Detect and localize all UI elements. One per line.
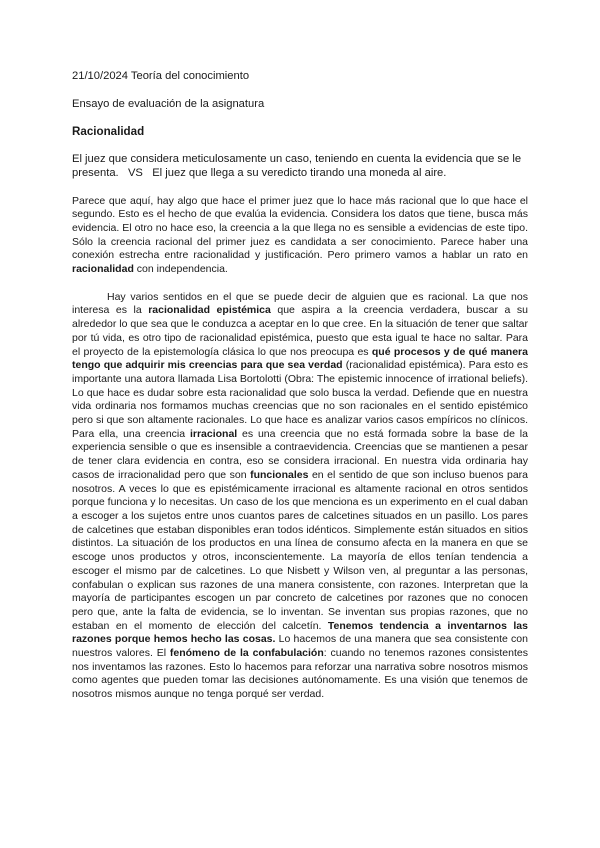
paragraph-2 xyxy=(72,291,528,702)
paragraph-2-bold-1: racionalidad epistémica xyxy=(148,304,271,317)
paragraph-2-text-7: : cuando no tenemos razones consistentes nos inventamos las razones. Esto lo hacemos para reforzar una narrativa sobre nosotros mismos como agentes que pueden tomar las decisiones autónomamente. Es una visión que tenemos de nosotros mismos aunque no tenga porqué ser verdad. xyxy=(72,647,528,701)
section-title: Racionalidad xyxy=(72,125,145,139)
paragraph-2-text-4: es una creencia que no está formada sobre la base de la experiencia sensible o que es insensible a contraevidencia. Creencias que se mantienen a pesar de tener clara evidencia en contra, eso se considera irracional. En nuestra vida ordinaria hay casos de irracionalidad pero que son xyxy=(72,427,528,481)
paragraph-2-bold-2: qué procesos y de qué manera tengo que adquirir mis creencias para que sea verdad xyxy=(72,345,528,372)
paragraph-2-bold-6: fenómeno de la confabulación xyxy=(169,647,324,660)
intro-line-1: El juez que considera meticulosamente un caso, teniendo en cuenta la evidencia que se le xyxy=(72,153,522,166)
date-course-line: 21/10/2024 Teoría del conocimiento xyxy=(72,70,250,82)
paragraph-2-text-1: Hay varios sentidos en el que se puede decir de alguien que es racional. La que nos interesa es la xyxy=(72,290,528,317)
essay-subtitle: Ensayo de evaluación de la asignatura xyxy=(72,97,265,110)
paragraph-2-text-2: que aspira a la creencia verdadera, buscar a su alrededor lo que sea que le conduzca a aceptar en lo que cree. En la situación de tener que saltar por tú vida, es otro tipo de racionalidad epistémica, puesto que esta igual te hace no saltar. Para el proyecto de la epistemología clásica lo que nos preocupa es xyxy=(72,304,528,358)
paragraph-1 xyxy=(72,195,528,277)
paragraph-2-bold-4: funcionales xyxy=(250,468,309,481)
paragraph-2-text-6: Lo hacemos de una manera que sea consistente con nuestros valores. El xyxy=(72,633,528,660)
paragraph-1-text-a: Parece que aquí, hay algo que hace el primer juez que lo hace más racional que lo que hace el segundo. Esto es el hecho de que evalúa la evidencia. Considera los datos que tiene, busca más evidencia. El otro no hace eso, la creencia a la que llega no es sensible a evidencias de este tipo. Sólo la creencia racional del primer juez es candidata a ser conocimiento. Parece haber una conexión estrecha entre racionalidad y justificación. Pero primero vamos a hablar un rato en xyxy=(72,194,528,262)
paragraph-2-bold-5: Tenemos tendencia a inventarnos las razones porque hemos hecho las cosas. xyxy=(72,619,528,646)
paragraph-2-text-3: (racionalidad epistémica). Para esto es importante una autora llamada Lisa Bortolotti (Obra: The epistemic innocence of irrational beliefs). Lo que hace es dudar sobre esta racionalidad que solo busca la verdad. Defiende que en nuestra vida ordinaria nos formamos muchas creencias que no son racionales en el sentido epistémico pero si que son altamente racionales. Lo que hace es analizar varios casos empíricos no clínicos. Para ella, una creencia xyxy=(72,359,528,440)
paragraph-1-text-c: con independencia. xyxy=(133,263,228,276)
intro-line-2: presenta. VS El juez que llega a su veredicto tirando una moneda al aire. xyxy=(72,166,447,179)
paragraph-2-text-5: en el sentido de que son incluso buenos para nosotros. A veces lo que es epistémicamente irracional es altamente racional en otros sentidos porque funciona y lo necesitas. Un caso de los que menciona es un experimento en el cual daban a escoger a los sujetos entre unos cuantos pares de calcetines situados en un pasillo. Los pares de calcetines que estaban disponibles eran todos idénticos. Simplemente están situados en sitios distintos. La situación de los productos en una línea de consumo afecta en la manera en que se escoge unos productos y otros, inconscientemente. La mayoría de ellos tenían tendencia a escoger el mismo par de calcetines. Lo que Nisbett y Wilson ven, al preguntar a las personas, confabulan o explican sus razones de una manera consistente, con razones. Interpretan que la mayoría de participantes escogen un par concreto de calcetines por razones que no conocen pero que, ante la falta de evidencia, se lo inventan. Se inventan sus propias razones, que no estaban en el momento de elección del calcetín. xyxy=(72,468,528,632)
intro-block xyxy=(72,153,528,180)
paragraph-1-bold-racionalidad: racionalidad xyxy=(72,263,134,276)
paragraph-2-bold-3: irracional xyxy=(189,427,238,440)
